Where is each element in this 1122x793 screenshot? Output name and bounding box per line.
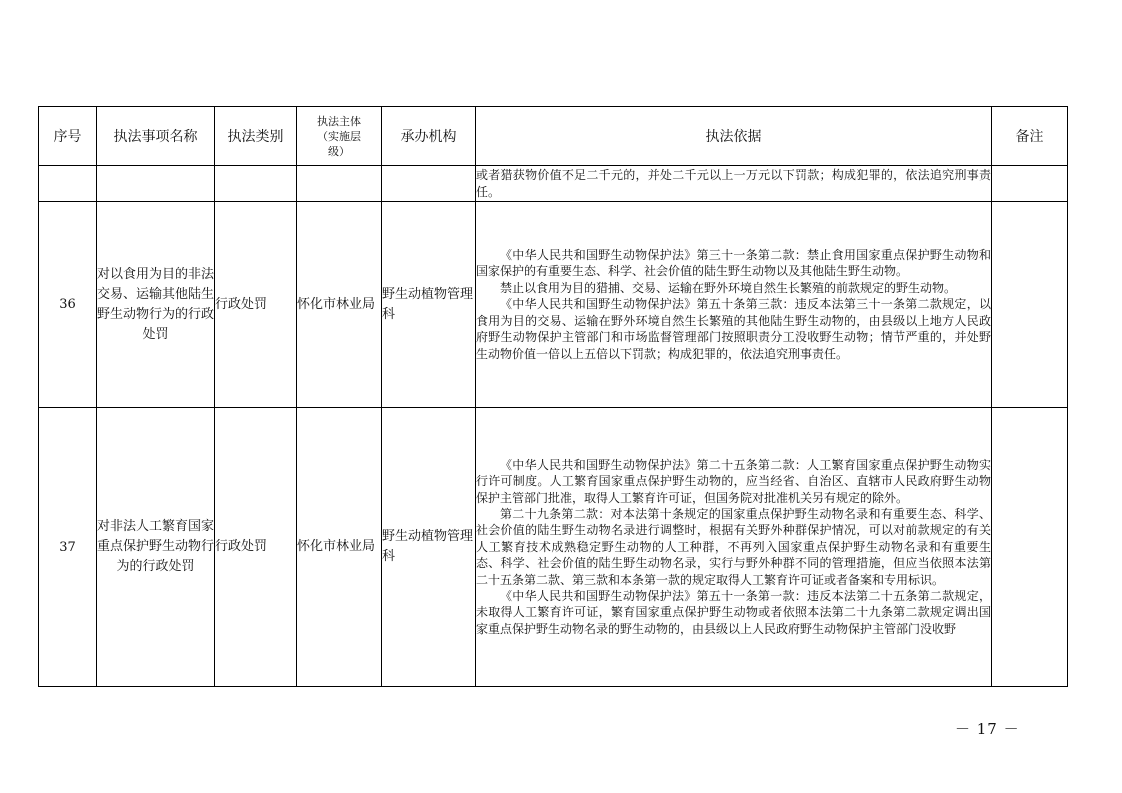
header-subject-line1: 执法主体	[317, 114, 361, 128]
cell-category: 行政处罚	[215, 202, 297, 408]
cell-item-name: 对以食用为目的非法交易、运输其他陆生野生动物行为的行政处罚	[97, 202, 215, 408]
enforcement-table	[38, 106, 1068, 687]
header-row	[39, 107, 1068, 166]
header-item-name: 执法事项名称	[97, 107, 215, 166]
header-basis: 执法依据	[476, 107, 992, 166]
cell-seq	[39, 166, 97, 202]
header-remark: 备注	[992, 107, 1068, 166]
table-row	[39, 166, 1068, 202]
cell-basis	[476, 202, 992, 408]
cell-subject: 怀化市林业局	[297, 202, 382, 408]
table-row	[39, 202, 1068, 408]
header-seq: 序号	[39, 107, 97, 166]
cell-remark	[992, 202, 1068, 408]
cell-agency: 野生动植物管理科	[382, 202, 476, 408]
cell-category	[215, 166, 297, 202]
header-agency: 承办机构	[382, 107, 476, 166]
cell-category: 行政处罚	[215, 408, 297, 687]
cell-agency	[382, 166, 476, 202]
basis-paragraph: 《中华人民共和国野生动物保护法》第二十五条第二款：人工繁育国家重点保护野生动物实行许可制度。人工繁育国家重点保护野生动物的，应当经省、自治区、直辖市人民政府野生动物保护主管部门批准，取得人工繁育许可证，但国务院对批准机关另有规定的除外。	[476, 457, 991, 505]
cell-item-name	[97, 166, 215, 202]
header-subject-line3: 级）	[328, 144, 350, 158]
cell-subject	[297, 166, 382, 202]
table-row	[39, 408, 1068, 687]
cell-seq: 37	[39, 408, 97, 687]
cell-item-name: 对非法人工繁育国家重点保护野生动物行为的行政处罚	[97, 408, 215, 687]
basis-paragraph: 禁止以食用为目的猎捕、交易、运输在野外环境自然生长繁殖的前款规定的野生动物。	[500, 280, 957, 295]
basis-paragraph: 或者猎获物价值不足二千元的，并处二千元以上一万元以下罚款；构成犯罪的，依法追究刑事责任。	[476, 168, 991, 199]
header-subject-line2: （实施层	[317, 129, 361, 143]
basis-paragraph: 《中华人民共和国野生动物保护法》第三十一条第二款：禁止食用国家重点保护野生动物和国家保护的有重要生态、科学、社会价值的陆生野生动物以及其他陆生野生动物。	[476, 248, 991, 279]
basis-paragraph: 第二十九条第二款：对本法第十条规定的国家重点保护野生动物名录和有重要生态、科学、社会价值的陆生野生动物名录进行调整时，根据有关野外种群保护情况，可以对前款规定的有关人工繁育技术成熟稳定野生动物的人工种群，不再列入国家重点保护野生动物名录和有重要生态、科学、社会价值的陆生野生动物名录，实行与野外种群不同的管理措施，但应当依照本法第二十五条第二款、第三款和本条第一款的规定取得人工繁育许可证或者备案和专用标识。	[476, 506, 991, 587]
cell-seq: 36	[39, 202, 97, 408]
cell-remark	[992, 166, 1068, 202]
header-category: 执法类别	[215, 107, 297, 166]
basis-paragraph: 《中华人民共和国野生动物保护法》第五十条第三款：违反本法第三十一条第二款规定，以食用为目的交易、运输在野外环境自然生长繁殖的其他陆生野生动物的，由县级以上地方人民政府野生动物保护主管部门和市场监督管理部门按照职责分工没收野生动物；情节严重的，并处野生动物价值一倍以上五倍以下罚款；构成犯罪的，依法追究刑事责任。	[476, 297, 991, 361]
basis-paragraph: 《中华人民共和国野生动物保护法》第五十一条第一款：违反本法第二十五条第二款规定，未取得人工繁育许可证，繁育国家重点保护野生动物或者依照本法第二十九条第二款规定调出国家重点保护野生动物名录的野生动物的，由县级以上人民政府野生动物保护主管部门没收野	[476, 589, 991, 636]
cell-agency: 野生动植物管理科	[382, 408, 476, 687]
cell-remark	[992, 408, 1068, 687]
cell-basis	[476, 166, 992, 202]
header-subject	[297, 107, 382, 166]
cell-subject: 怀化市林业局	[297, 408, 382, 687]
cell-basis	[476, 408, 992, 687]
page-number: － 17 －	[955, 720, 1020, 738]
